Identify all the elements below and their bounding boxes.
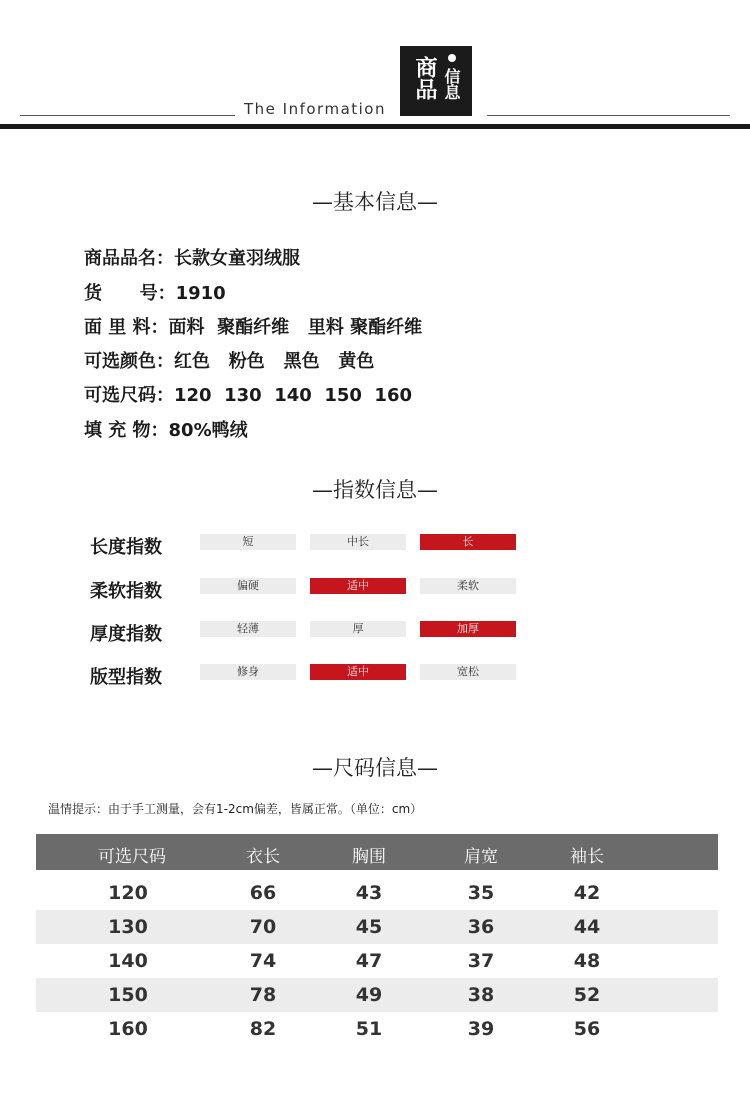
header-badge-dot: [448, 54, 456, 62]
info-line-colors: 可选颜色：红色 粉色 黑色 黄色: [84, 351, 375, 372]
table-cell: 78: [249, 984, 277, 1006]
index-label-softness: 柔软指数: [90, 581, 162, 602]
table-cell: 42: [573, 882, 601, 904]
size-col-header: 袖长: [570, 847, 604, 867]
table-cell: 44: [573, 916, 601, 938]
size-col-header: 衣长: [246, 847, 280, 867]
table-cell: 74: [249, 950, 277, 972]
table-cell: 150: [108, 984, 148, 1006]
info-line-name: 商品品名：长款女童羽绒服: [84, 248, 300, 269]
table-cell: 82: [249, 1018, 277, 1040]
index-option: 长: [420, 534, 516, 550]
basic-info-title: —基本信息—: [312, 190, 438, 214]
table-cell: 66: [249, 882, 277, 904]
table-cell: 49: [355, 984, 383, 1006]
size-col-header: 肩宽: [464, 847, 498, 867]
header-divider: [0, 124, 750, 129]
header-subtitle: The Information: [244, 100, 386, 118]
header-badge-main: 商品: [412, 56, 437, 100]
table-cell: 48: [573, 950, 601, 972]
table-cell: 47: [355, 950, 383, 972]
size-col-header: 胸围: [352, 847, 386, 867]
table-cell: 43: [355, 882, 383, 904]
index-label-thickness: 厚度指数: [90, 624, 162, 645]
index-option: 厚: [310, 621, 406, 637]
index-info-title: —指数信息—: [312, 478, 438, 502]
table-cell: 37: [467, 950, 495, 972]
table-cell: 160: [108, 1018, 148, 1040]
index-option: 柔软: [420, 578, 516, 594]
info-line-material: 面 里 料：面料 聚酯纤维 里料 聚酯纤维: [84, 317, 423, 338]
table-cell: 56: [573, 1018, 601, 1040]
table-cell: 70: [249, 916, 277, 938]
index-option: 加厚: [420, 621, 516, 637]
index-label-fit: 版型指数: [90, 667, 162, 688]
index-label-length: 长度指数: [90, 537, 162, 558]
index-option: 适中: [310, 664, 406, 680]
table-cell: 120: [108, 882, 148, 904]
table-cell: 38: [467, 984, 495, 1006]
table-cell: 39: [467, 1018, 495, 1040]
header-rule-right: [487, 115, 730, 116]
table-cell: 52: [573, 984, 601, 1006]
info-line-filling: 填 充 物：80%鸭绒: [84, 420, 248, 441]
info-line-sku: 货 号：1910: [84, 283, 226, 304]
size-info-title: —尺码信息—: [312, 756, 438, 780]
index-option: 短: [200, 534, 296, 550]
index-option: 修身: [200, 664, 296, 680]
index-option: 偏硬: [200, 578, 296, 594]
index-option: 轻薄: [200, 621, 296, 637]
table-cell: 130: [108, 916, 148, 938]
size-note: 温情提示：由于手工测量，会有1-2cm偏差，皆属正常。（单位：cm）: [48, 802, 423, 816]
table-cell: 51: [355, 1018, 383, 1040]
table-cell: 140: [108, 950, 148, 972]
table-cell: 35: [467, 882, 495, 904]
index-option: 宽松: [420, 664, 516, 680]
header-badge-sub: 信息: [442, 68, 461, 100]
table-cell: 36: [467, 916, 495, 938]
header-rule-left: [20, 115, 235, 116]
size-col-header: 可选尺码: [98, 847, 166, 867]
index-option: 适中: [310, 578, 406, 594]
index-option: 中长: [310, 534, 406, 550]
header-badge: [400, 46, 472, 116]
info-line-sizes: 可选尺码：120 130 140 150 160: [84, 385, 412, 406]
table-cell: 45: [355, 916, 383, 938]
